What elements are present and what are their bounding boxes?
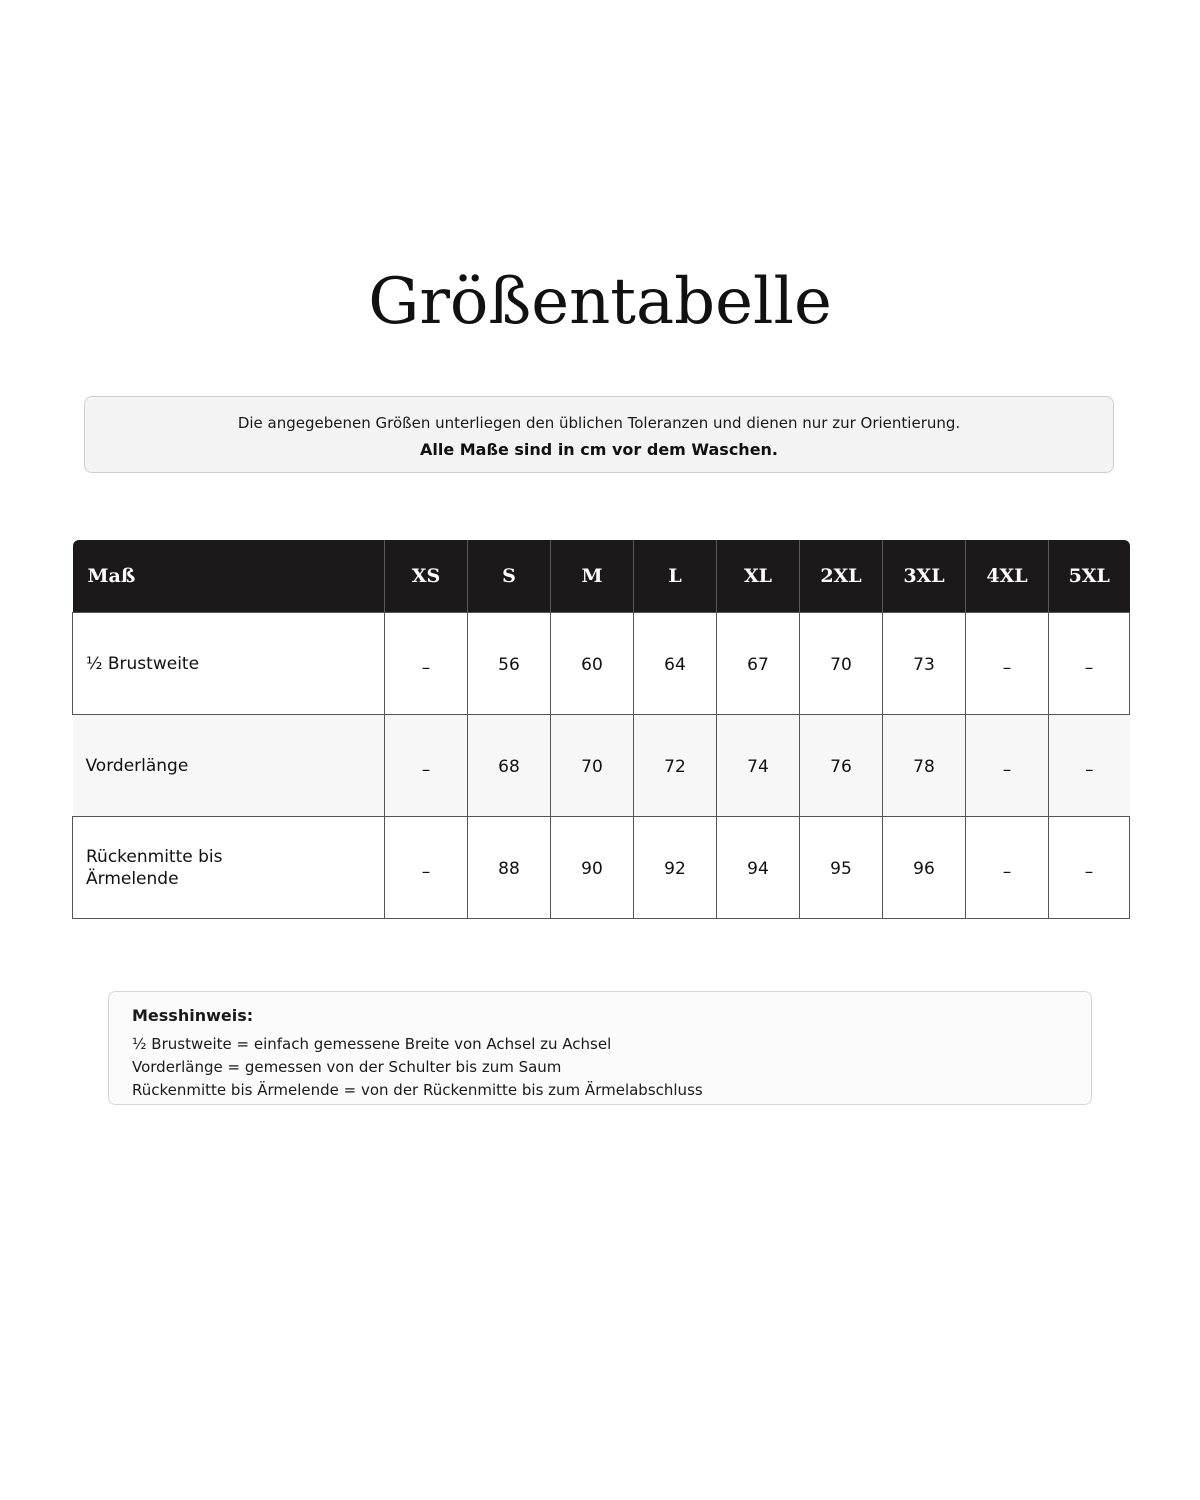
note-line-front-length: Vorderlänge = gemessen von der Schulter bis zum Saum <box>132 1058 562 1076</box>
column-header-m: M <box>551 540 634 613</box>
column-header-2xl: 2XL <box>800 540 883 613</box>
table-row <box>73 715 1130 817</box>
row-label-chest: ½ Brustweite <box>73 613 385 715</box>
measuring-note <box>108 991 1092 1105</box>
table-cell: 73 <box>883 613 966 715</box>
table-cell: 70 <box>551 715 634 817</box>
table-cell: 95 <box>800 817 883 919</box>
notice-emphasis: Alle Maße sind in cm vor dem Waschen. <box>419 440 779 459</box>
table-cell: 88 <box>468 817 551 919</box>
column-header-xs: XS <box>385 540 468 613</box>
column-header-5xl: 5XL <box>1049 540 1130 613</box>
table-row <box>73 613 1130 715</box>
row-label-sleeve: Rückenmitte bis Ärmelende <box>73 817 385 919</box>
table-cell: – <box>385 817 468 919</box>
table-cell: – <box>966 817 1049 919</box>
table-cell: 68 <box>468 715 551 817</box>
table-cell: 96 <box>883 817 966 919</box>
column-header-3xl: 3XL <box>883 540 966 613</box>
table-cell: – <box>966 613 1049 715</box>
note-title: Messhinweis: <box>132 1006 254 1025</box>
table-cell: 56 <box>468 613 551 715</box>
table-cell: 70 <box>800 613 883 715</box>
table-cell: – <box>1049 715 1130 817</box>
row-label-front-length: Vorderlänge <box>73 715 385 817</box>
column-header-measure: Maß <box>73 540 385 613</box>
table-cell: 72 <box>634 715 717 817</box>
table-cell: – <box>385 613 468 715</box>
table-cell: 74 <box>717 715 800 817</box>
table-row <box>73 817 1130 919</box>
column-header-xl: XL <box>717 540 800 613</box>
note-line-sleeve: Rückenmitte bis Ärmelende = von der Rückenmitte bis zum Ärmelabschluss <box>132 1081 703 1099</box>
table-cell: – <box>1049 613 1130 715</box>
table-cell: 94 <box>717 817 800 919</box>
table-cell: – <box>966 715 1049 817</box>
table-cell: 64 <box>634 613 717 715</box>
page-title: Größentabelle <box>368 265 832 339</box>
table-cell: 60 <box>551 613 634 715</box>
tolerance-notice <box>84 396 1114 473</box>
note-line-chest: ½ Brustweite = einfach gemessene Breite von Achsel zu Achsel <box>132 1035 612 1053</box>
table-header-row <box>73 540 1130 613</box>
table-cell: – <box>385 715 468 817</box>
table-cell: 90 <box>551 817 634 919</box>
table-cell: 76 <box>800 715 883 817</box>
column-header-l: L <box>634 540 717 613</box>
column-header-s: S <box>468 540 551 613</box>
column-header-4xl: 4XL <box>966 540 1049 613</box>
table-cell: – <box>1049 817 1130 919</box>
table-cell: 78 <box>883 715 966 817</box>
notice-text: Die angegebenen Größen unterliegen den üblichen Toleranzen und dienen nur zur Orientierung. <box>237 414 961 432</box>
table-cell: 67 <box>717 613 800 715</box>
size-table <box>72 540 1130 919</box>
table-cell: 92 <box>634 817 717 919</box>
